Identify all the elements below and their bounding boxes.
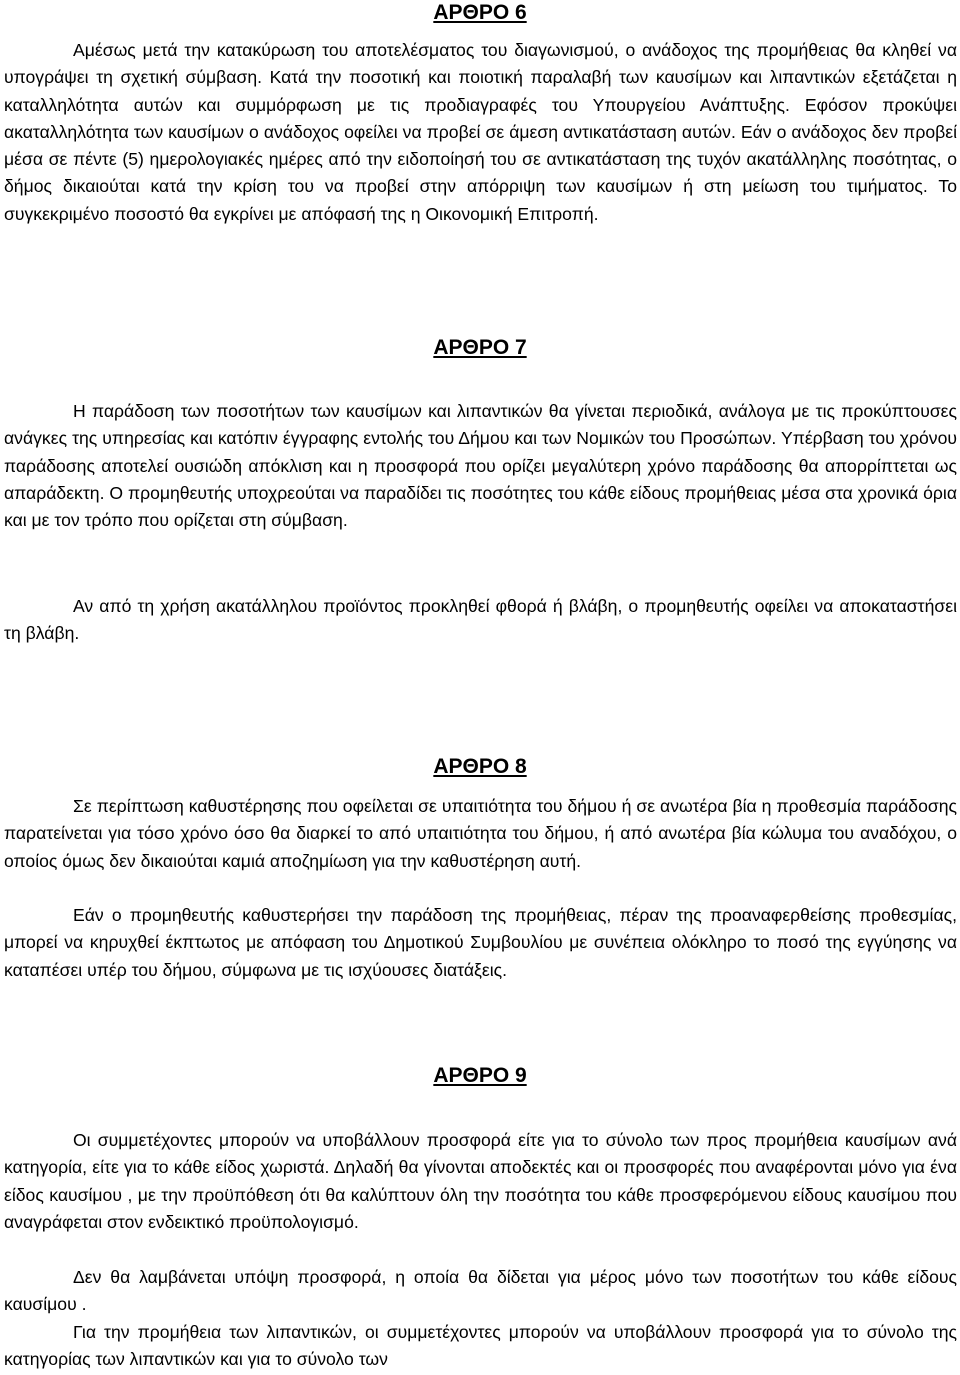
article-9-heading: ΑΡΘΡΟ 9	[433, 1064, 527, 1087]
article-9-paragraph-3: Για την προμήθεια των λιπαντικών, οι συμμετέχοντες μπορούν να υποβάλλουν προσφορά για το σύνολο της κατηγορίας των λιπαντικών και για το σύνολο των	[4, 1322, 957, 1370]
article-6-heading: ΑΡΘΡΟ 6	[433, 1, 527, 24]
article-9-paragraph-1: Οι συμμετέχοντες μπορούν να υποβάλλουν προσφορά είτε για το σύνολο των προς προμήθεια καυσίμων ανά κατηγορία, είτε για το κάθε είδος χωριστά. Δηλαδή θα γίνονται αποδεκτές και οι προσφορές που αναφέρονται μόνο για ένα είδος καυσίμου , με την προϋπόθεση ότι θα καλύπτουν όλη την ποσότητα του κάθε προσφερόμενου είδους καυσίμου που αναγράφεται στον ενδεικτικό προϋπολογισμό.	[4, 1130, 957, 1232]
article-8-paragraph-1: Σε περίπτωση καθυστέρησης που οφείλεται σε υπαιτιότητα του δήμου ή σε ανωτέρα βία η προθεσμία παράδοσης παρατείνεται για τόσο χρόνο όσο θα διαρκεί το από υπαιτιότητα του δήμου, ή από ανωτέρα βία κώλυμα του αναδόχου, ο οποίος όμως δεν δικαιούται καμιά αποζημίωση για την καθυστέρηση αυτή.	[4, 796, 957, 871]
article-7-heading: ΑΡΘΡΟ 7	[433, 336, 527, 359]
article-8-paragraph-2: Εάν ο προμηθευτής καθυστερήσει την παράδοση της προμήθειας, πέραν της προαναφερθείσης προθεσμίας, μπορεί να κηρυχθεί έκπτωτος με απόφαση του Δημοτικού Συμβουλίου με συνέπεια ολόκληρο το ποσό της εγγύησης να καταπέσει υπέρ του δήμου, σύμφωνα με τις ισχύουσες διατάξεις.	[4, 905, 957, 980]
article-9-paragraph-2: Δεν θα λαμβάνεται υπόψη προσφορά, η οποία θα δίδεται για μέρος μόνο των ποσοτήτων του κάθε είδους καυσίμου .	[4, 1267, 957, 1315]
article-8-heading: ΑΡΘΡΟ 8	[433, 755, 527, 778]
article-7-paragraph-2: Αν από τη χρήση ακατάλληλου προϊόντος προκληθεί φθορά ή βλάβη, ο προμηθευτής οφείλει να αποκαταστήσει τη βλάβη.	[4, 596, 957, 644]
article-6-paragraph-1: Αμέσως μετά την κατακύρωση του αποτελέσματος του διαγωνισμού, ο ανάδοχος της προμήθειας θα κληθεί να υπογράψει τη σχετική σύμβαση. Κατά την ποσοτική και ποιοτική παραλαβή των καυσίμων και λιπαντικών εξετάζεται η καταλληλότητα αυτών και συμμόρφωση με τις προδιαγραφές του Υπουργείου Ανάπτυξης. Εφόσον προκύψει ακαταλληλότητα των καυσίμων ο ανάδοχος οφείλει να προβεί σε άμεση αντικατάσταση αυτών. Εάν ο ανάδοχος δεν προβεί μέσα σε πέντε (5) ημερολογιακές ημέρες από την ειδοποίησή του σε αντικατάσταση της τυχόν ακατάλληλης ποσότητας, ο δήμος δικαιούται κατά την κρίση του να προβεί στην απόρριψη των καυσίμων ή στη μείωση του τιμήματος. Το συγκεκριμένο ποσοστό θα εγκρίνει με απόφασή της η Οικονομική Επιτροπή.	[4, 40, 957, 224]
article-7-paragraph-1: Η παράδοση των ποσοτήτων των καυσίμων και λιπαντικών θα γίνεται περιοδικά, ανάλογα με τις προκύπτουσες ανάγκες της υπηρεσίας και κατόπιν έγγραφης εντολής του Δήμου και των Νομικών του Προσώπων. Υπέρβαση του χρόνου παράδοσης αποτελεί ουσιώδη απόκλιση και η προσφορά που ορίζει μεγαλύτερη χρόνο παράδοσης θα απορρίπτεται ως απαράδεκτη. Ο προμηθευτής υποχρεούται να παραδίδει τις ποσότητες του κάθε είδους προμήθειας μέσα στα χρονικά όρια και με τον τρόπο που ορίζεται στη σύμβαση.	[4, 401, 957, 531]
